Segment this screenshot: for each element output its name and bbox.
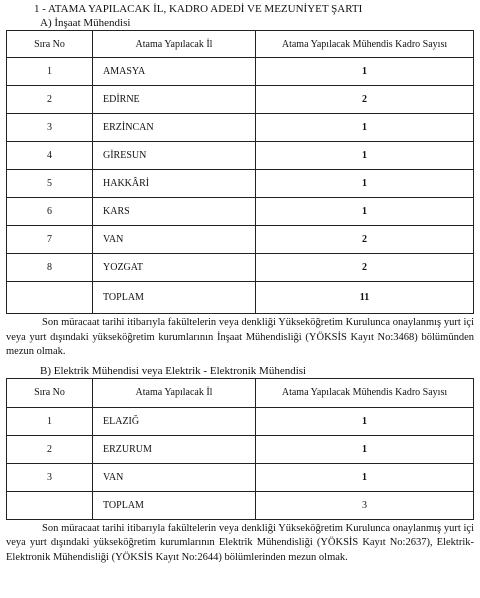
row-count: 1 (256, 407, 474, 435)
section-a-table (6, 30, 474, 314)
row-no: 1 (7, 407, 93, 435)
header-il: Atama Yapılacak İl (93, 378, 256, 407)
row-no: 2 (7, 435, 93, 463)
total-empty-cell (7, 491, 93, 519)
row-no: 8 (7, 254, 93, 282)
row-no: 3 (7, 463, 93, 491)
row-no: 7 (7, 226, 93, 254)
row-count: 1 (256, 58, 474, 86)
table-row (7, 463, 474, 491)
table-row (7, 226, 474, 254)
table-total-row (7, 491, 474, 519)
total-label: TOPLAM (93, 491, 256, 519)
row-count: 1 (256, 114, 474, 142)
row-no: 1 (7, 58, 93, 86)
row-no: 2 (7, 86, 93, 114)
row-count: 1 (256, 198, 474, 226)
table-row (7, 170, 474, 198)
table-row (7, 86, 474, 114)
row-il: ERZURUM (93, 435, 256, 463)
row-il: VAN (93, 226, 256, 254)
table-row (7, 198, 474, 226)
table-row (7, 407, 474, 435)
document-heading: 1 - ATAMA YAPILACAK İL, KADRO ADEDİ VE MEZUNİYET ŞARTI (34, 3, 363, 15)
row-il: ERZİNCAN (93, 114, 256, 142)
header-kadro-sayisi: Atama Yapılacak Mühendis Kadro Sayısı (256, 31, 474, 58)
row-no: 4 (7, 142, 93, 170)
row-il: ELAZIĞ (93, 407, 256, 435)
row-il: KARS (93, 198, 256, 226)
total-empty-cell (7, 282, 93, 314)
row-count: 1 (256, 142, 474, 170)
total-value: 3 (256, 491, 474, 519)
table-row (7, 254, 474, 282)
table-header-row (7, 31, 474, 58)
section-b-paragraph: Son müracaat tarihi itibarıyla fakültelerin veya denkliği Yükseköğretim Kurulunca onaylanmış yurt içi veya yurt dışındaki yükseköğretim kurumlarının Elektrik Mühendisliği (YÖKSİS Kayıt No:2637), Elektrik-Elektronik Mühendisliği (YÖKSİS Kayıt No:2644) bölümlerinden mezun olmak. (6, 522, 474, 563)
row-no: 6 (7, 198, 93, 226)
row-count: 2 (256, 226, 474, 254)
table-total-row (7, 282, 474, 314)
header-sira-no: Sıra No (7, 31, 93, 58)
section-a-paragraph: Son müracaat tarihi itibarıyla fakültelerin veya denkliği Yükseköğretim Kurulunca onaylanmış yurt içi veya yurt dışındaki yükseköğretim kurumlarının İnşaat Mühendisliği (YÖKSİS Kayıt No:3468) bölümünden mezun olmak. (6, 317, 474, 357)
row-count: 2 (256, 86, 474, 114)
total-value: 11 (256, 282, 474, 314)
row-count: 1 (256, 463, 474, 491)
row-il: GİRESUN (93, 142, 256, 170)
table-row (7, 114, 474, 142)
row-il: YOZGAT (93, 254, 256, 282)
row-count: 1 (256, 170, 474, 198)
section-a-subtitle: A) İnşaat Mühendisi (40, 17, 131, 29)
row-il: EDİRNE (93, 86, 256, 114)
header-sira-no: Sıra No (7, 378, 93, 407)
row-il: HAKKÂRİ (93, 170, 256, 198)
table-row (7, 58, 474, 86)
row-il: AMASYA (93, 58, 256, 86)
section-b-table (6, 378, 474, 520)
row-no: 5 (7, 170, 93, 198)
section-b-subtitle: B) Elektrik Mühendisi veya Elektrik - Elektronik Mühendisi (40, 364, 307, 377)
row-il: VAN (93, 463, 256, 491)
document (4, 2, 476, 565)
row-no: 3 (7, 114, 93, 142)
row-count: 1 (256, 435, 474, 463)
header-il: Atama Yapılacak İl (93, 31, 256, 58)
table-row (7, 142, 474, 170)
header-kadro-sayisi: Atama Yapılacak Mühendis Kadro Sayısı (256, 378, 474, 407)
row-count: 2 (256, 254, 474, 282)
total-label: TOPLAM (93, 282, 256, 314)
table-header-row (7, 378, 474, 407)
table-row (7, 435, 474, 463)
